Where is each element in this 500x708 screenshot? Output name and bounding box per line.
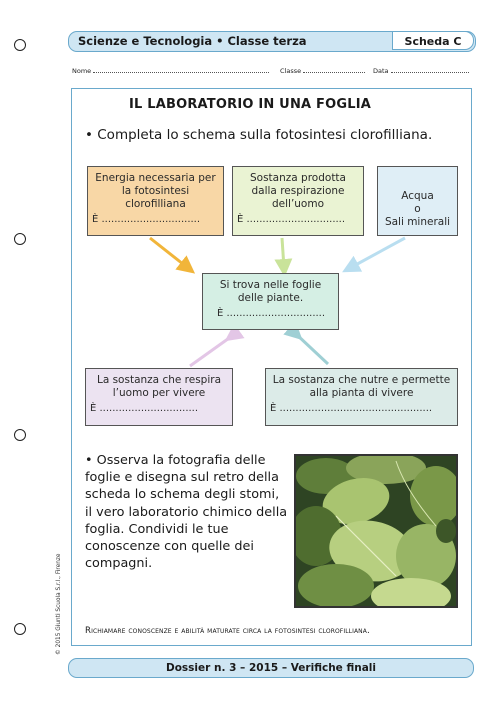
box-center bbox=[202, 273, 339, 330]
binder-hole bbox=[14, 39, 26, 51]
name-row bbox=[72, 66, 269, 75]
footer-bar: Dossier n. 3 – 2015 – Verifiche finali bbox=[68, 658, 474, 678]
box-product-answer[interactable]: È ............................... bbox=[237, 214, 346, 225]
box-energy bbox=[87, 166, 224, 236]
data-field[interactable] bbox=[391, 66, 469, 73]
date-row bbox=[373, 66, 469, 75]
box-breathe-text: La sostanza che respira l’uomo per vivere bbox=[96, 374, 222, 399]
box-energy-text: Energia necessaria per la fotosintesi clorofilliana bbox=[95, 172, 216, 210]
box-product-text: Sostanza prodotta dalla respirazione dell’uomo bbox=[250, 172, 346, 210]
copyright-note: © 2015 Giunti Scuola S.r.l., Firenze bbox=[56, 553, 62, 655]
leaves-photo bbox=[294, 454, 458, 608]
data-label: Data bbox=[373, 67, 389, 75]
box-water bbox=[377, 166, 458, 236]
nome-field[interactable] bbox=[93, 66, 269, 73]
box-breathe bbox=[85, 368, 233, 426]
box-energy-answer[interactable]: È ............................... bbox=[92, 214, 201, 225]
class-row bbox=[280, 66, 365, 75]
nome-label: Nome bbox=[72, 67, 92, 75]
box-nourish-answer[interactable]: È ................................................ bbox=[270, 403, 433, 414]
scheda-label: Scheda C bbox=[392, 31, 474, 50]
box-center-answer[interactable]: È ............................... bbox=[217, 308, 326, 319]
box-nourish-text: La sostanza che nutre e permette alla pianta di vivere bbox=[272, 374, 451, 399]
box-product bbox=[232, 166, 364, 236]
header-title: Scienze e Tecnologia • Classe terza bbox=[78, 34, 307, 48]
binder-hole bbox=[14, 429, 26, 441]
box-nourish bbox=[265, 368, 458, 426]
observation-paragraph: • Osserva la fotografia delle foglie e disegna sul retro della scheda lo schema degli stomi, il vero laboratorio chimico della foglia. Condividi le tue conoscenze con quelle dei compagni. bbox=[85, 453, 288, 572]
leaves-illustration bbox=[296, 456, 456, 606]
box-water-text: Acqua o Sali minerali bbox=[384, 190, 451, 228]
box-center-text: Si trova nelle foglie delle piante. bbox=[219, 279, 322, 304]
page-title: IL LABORATORIO IN UNA FOGLIA bbox=[128, 97, 371, 112]
box-breathe-answer[interactable]: È ............................... bbox=[90, 403, 199, 414]
binder-hole bbox=[14, 233, 26, 245]
instruction-text: • Completa lo schema sulla fotosintesi clorofilliana. bbox=[85, 127, 433, 143]
footnote: Richiamare conoscenze e abilità maturate circa la fotosintesi clorofilliana. bbox=[85, 626, 370, 636]
classe-field[interactable] bbox=[303, 66, 365, 73]
binder-hole bbox=[14, 623, 26, 635]
classe-label: Classe bbox=[280, 67, 302, 75]
